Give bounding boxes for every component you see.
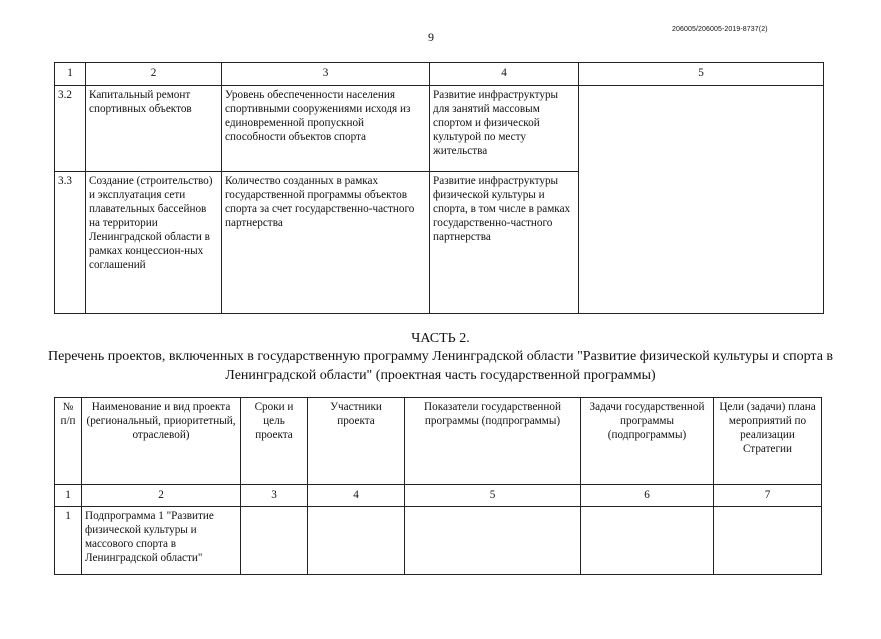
table-header-row <box>55 63 824 86</box>
row-goal: Развитие инфраструктуры физической культуры и спорта, в том числе в рамках государственно-частного партнерства <box>430 172 579 314</box>
row-cell <box>581 507 714 575</box>
header-cell-project-name: Наименование и вид проекта (региональный, приоритетный, отраслевой) <box>82 398 241 485</box>
row-number: 3.3 <box>55 172 86 314</box>
row-name: Подпрограмма 1 "Развитие физической культуры и массового спорта в Ленинградской области" <box>82 507 241 575</box>
header-cell-participants: Участники проекта <box>308 398 405 485</box>
column-number: 6 <box>581 485 714 507</box>
projects-table-part1 <box>54 62 824 314</box>
header-cell-number: № п/п <box>55 398 82 485</box>
column-number: 3 <box>222 63 430 86</box>
row-name: Капитальный ремонт спортивных объектов <box>86 86 222 172</box>
row-cell <box>714 507 822 575</box>
section-subtitle: Перечень проектов, включенных в государственную программу Ленинградской области "Развитие физической культуры и спорта в Ленинградской области" (проектная часть государственной программы) <box>47 349 834 383</box>
row-goal: Развитие инфраструктуры для занятий массовым спортом и физической культурой по месту жительства <box>430 86 579 172</box>
table-row <box>55 86 824 172</box>
table-row <box>55 507 822 575</box>
column-number: 4 <box>308 485 405 507</box>
row-cell <box>308 507 405 575</box>
header-cell-tasks: Задачи государственной программы (подпрограммы) <box>581 398 714 485</box>
page-number: 9 <box>428 30 434 44</box>
column-number: 1 <box>55 63 86 86</box>
row-cell <box>241 507 308 575</box>
header-cell-strategy-goals: Цели (задачи) плана мероприятий по реализации Стратегии <box>714 398 822 485</box>
row-name: Создание (строительство) и эксплуатация сети плавательных бассейнов на территории Ленинградской области в рамках концессион-ных соглашений <box>86 172 222 314</box>
row-number: 3.2 <box>55 86 86 172</box>
column-number: 7 <box>714 485 822 507</box>
document-id: 206005/206005-2019-8737(2) <box>672 26 768 33</box>
projects-table-part2 <box>54 397 822 575</box>
column-number: 5 <box>405 485 581 507</box>
table-header-row <box>55 398 822 485</box>
column-number: 3 <box>241 485 308 507</box>
column-number: 2 <box>86 63 222 86</box>
column-numbers-row <box>55 485 822 507</box>
row-indicator: Количество созданных в рамках государственной программы объектов спорта за счет государственно-частного партнерства <box>222 172 430 314</box>
header-cell-terms: Сроки и цель проекта <box>241 398 308 485</box>
section-title: ЧАСТЬ 2. <box>411 331 470 346</box>
header-cell-indicators: Показатели государственной программы (подпрограммы) <box>405 398 581 485</box>
row-cell <box>405 507 581 575</box>
row-indicator: Уровень обеспеченности населения спортивными сооружениями исходя из единовременной пропускной способности объектов спорта <box>222 86 430 172</box>
column-number: 1 <box>55 485 82 507</box>
column-number: 2 <box>82 485 241 507</box>
row-col5 <box>579 86 824 314</box>
column-number: 4 <box>430 63 579 86</box>
row-number: 1 <box>55 507 82 575</box>
column-number: 5 <box>579 63 824 86</box>
